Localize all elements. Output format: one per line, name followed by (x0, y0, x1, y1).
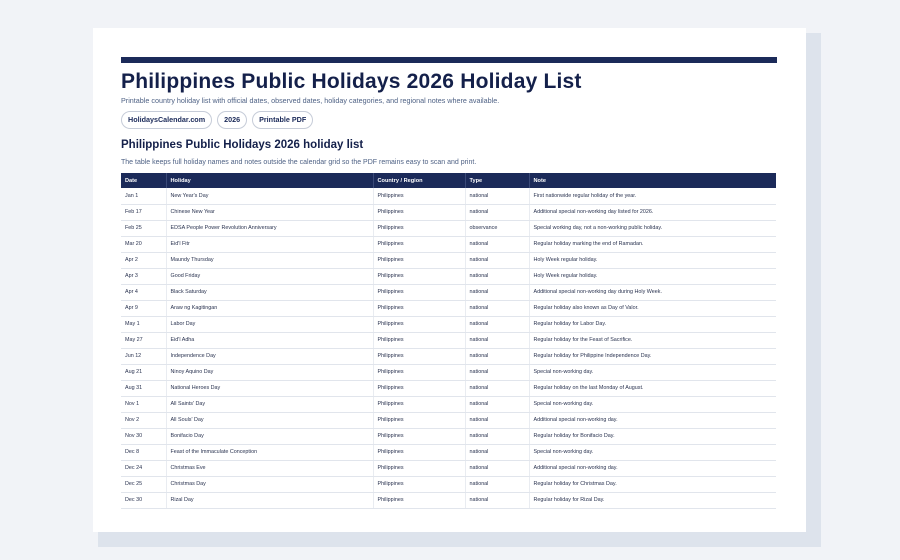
page-subtitle: Printable country holiday list with official dates, observed dates, holiday categories, and regional notes where available. (121, 96, 500, 105)
table-row (121, 316, 776, 332)
holiday-table (121, 173, 776, 509)
cell-country: Philippines (373, 236, 465, 252)
table-row (121, 396, 776, 412)
cell-date: Feb 17 (121, 204, 166, 220)
table-row (121, 268, 776, 284)
header-holiday: Holiday (166, 173, 373, 188)
table-row (121, 476, 776, 492)
cell-date: Nov 30 (121, 428, 166, 444)
cell-date: Aug 31 (121, 380, 166, 396)
cell-holiday: All Souls' Day (166, 412, 373, 428)
table-row (121, 412, 776, 428)
header-country: Country / Region (373, 173, 465, 188)
cell-country: Philippines (373, 428, 465, 444)
table-row (121, 188, 776, 204)
cell-note: Regular holiday on the last Monday of August. (529, 380, 776, 396)
cell-holiday: Bonifacio Day (166, 428, 373, 444)
cell-country: Philippines (373, 220, 465, 236)
document-page (93, 28, 806, 532)
cell-country: Philippines (373, 332, 465, 348)
cell-type: national (465, 428, 529, 444)
cell-holiday: All Saints' Day (166, 396, 373, 412)
cell-note: Regular holiday for Christmas Day. (529, 476, 776, 492)
table-body (121, 188, 776, 508)
cell-note: Regular holiday for Bonifacio Day. (529, 428, 776, 444)
cell-date: May 1 (121, 316, 166, 332)
cell-country: Philippines (373, 204, 465, 220)
table-row (121, 492, 776, 508)
cell-type: national (465, 300, 529, 316)
cell-note: Regular holiday for Philippine Independence Day. (529, 348, 776, 364)
cell-holiday: EDSA People Power Revolution Anniversary (166, 220, 373, 236)
header-date: Date (121, 173, 166, 188)
table-row (121, 332, 776, 348)
cell-country: Philippines (373, 300, 465, 316)
cell-type: national (465, 204, 529, 220)
cell-holiday: Rizal Day (166, 492, 373, 508)
header-type: Type (465, 173, 529, 188)
section-title: Philippines Public Holidays 2026 holiday list (121, 139, 364, 151)
cell-type: national (465, 236, 529, 252)
cell-note: Special working day, not a non-working public holiday. (529, 220, 776, 236)
cell-holiday: Labor Day (166, 316, 373, 332)
cell-type: national (465, 348, 529, 364)
cell-type: national (465, 476, 529, 492)
cell-holiday: National Heroes Day (166, 380, 373, 396)
cell-date: Dec 25 (121, 476, 166, 492)
cell-holiday: Araw ng Kagitingan (166, 300, 373, 316)
cell-date: Mar 20 (121, 236, 166, 252)
cell-country: Philippines (373, 380, 465, 396)
cell-type: national (465, 444, 529, 460)
tag-chips (121, 111, 777, 129)
table-row (121, 284, 776, 300)
cell-holiday: Feast of the Immaculate Conception (166, 444, 373, 460)
cell-note: Holy Week regular holiday. (529, 268, 776, 284)
cell-date: Apr 9 (121, 300, 166, 316)
cell-type: national (465, 268, 529, 284)
cell-country: Philippines (373, 284, 465, 300)
table-row (121, 300, 776, 316)
table-row (121, 444, 776, 460)
cell-note: Additional special non-working day. (529, 460, 776, 476)
table-row (121, 252, 776, 268)
table-header-row (121, 173, 776, 188)
header-note: Note (533, 177, 546, 184)
cell-note: Special non-working day. (529, 364, 776, 380)
cell-type: national (465, 364, 529, 380)
cell-date: Jun 12 (121, 348, 166, 364)
cell-date: Aug 21 (121, 364, 166, 380)
cell-holiday: Independence Day (166, 348, 373, 364)
cell-date: Apr 2 (121, 252, 166, 268)
cell-country: Philippines (373, 460, 465, 476)
cell-date: Dec 8 (121, 444, 166, 460)
page-title: Philippines Public Holidays 2026 Holiday List (121, 70, 582, 93)
cell-date: Nov 2 (121, 412, 166, 428)
cell-country: Philippines (373, 364, 465, 380)
cell-date: Jan 1 (121, 188, 166, 204)
cell-country: Philippines (373, 492, 465, 508)
cell-holiday: Good Friday (166, 268, 373, 284)
cell-note: Holy Week regular holiday. (529, 252, 776, 268)
cell-country: Philippines (373, 412, 465, 428)
cell-date: Nov 1 (121, 396, 166, 412)
cell-holiday: New Year's Day (166, 188, 373, 204)
cell-country: Philippines (373, 444, 465, 460)
chip-year: 2026 (217, 111, 247, 129)
cell-type: national (465, 492, 529, 508)
cell-type: observance (465, 220, 529, 236)
table-row (121, 348, 776, 364)
cell-note: Additional special non-working day listed for 2026. (529, 204, 776, 220)
cell-date: Apr 3 (121, 268, 166, 284)
cell-note: Regular holiday for Labor Day. (529, 316, 776, 332)
table-row (121, 380, 776, 396)
cell-holiday: Christmas Day (166, 476, 373, 492)
cell-note: Special non-working day. (529, 444, 776, 460)
cell-country: Philippines (373, 252, 465, 268)
cell-holiday: Eid'l Fitr (166, 236, 373, 252)
chip-format: Printable PDF (252, 111, 313, 129)
cell-type: national (465, 396, 529, 412)
cell-date: Feb 25 (121, 220, 166, 236)
cell-holiday: Chinese New Year (166, 204, 373, 220)
cell-date: Apr 4 (121, 284, 166, 300)
cell-date: Dec 24 (121, 460, 166, 476)
cell-holiday: Christmas Eve (166, 460, 373, 476)
table-row (121, 428, 776, 444)
cell-holiday: Eid'l Adha (166, 332, 373, 348)
cell-type: national (465, 284, 529, 300)
table-row (121, 204, 776, 220)
cell-note: Special non-working day. (529, 396, 776, 412)
cell-type: national (465, 332, 529, 348)
cell-type: national (465, 316, 529, 332)
cell-note: Additional special non-working day. (529, 412, 776, 428)
table-row (121, 236, 776, 252)
header-accent-bar (121, 57, 777, 63)
cell-country: Philippines (373, 188, 465, 204)
cell-country: Philippines (373, 316, 465, 332)
section-description: The table keeps full holiday names and notes outside the calendar grid so the PDF remains easy to scan and print. (121, 159, 477, 166)
cell-date: May 27 (121, 332, 166, 348)
cell-country: Philippines (373, 476, 465, 492)
cell-type: national (465, 380, 529, 396)
cell-country: Philippines (373, 396, 465, 412)
cell-note: First nationwide regular holiday of the year. (529, 188, 776, 204)
cell-type: national (465, 188, 529, 204)
cell-holiday: Ninoy Aquino Day (166, 364, 373, 380)
table-row (121, 220, 776, 236)
cell-holiday: Black Saturday (166, 284, 373, 300)
cell-type: national (465, 252, 529, 268)
table-row (121, 364, 776, 380)
cell-type: national (465, 412, 529, 428)
cell-type: national (465, 460, 529, 476)
cell-country: Philippines (373, 268, 465, 284)
cell-note: Regular holiday for the Feast of Sacrifice. (529, 332, 776, 348)
cell-country: Philippines (373, 348, 465, 364)
cell-holiday: Maundy Thursday (166, 252, 373, 268)
cell-date: Dec 30 (121, 492, 166, 508)
cell-note: Additional special non-working day during Holy Week. (529, 284, 776, 300)
cell-note: Regular holiday also known as Day of Valor. (529, 300, 776, 316)
table-row (121, 460, 776, 476)
cell-note: Regular holiday marking the end of Ramadan. (529, 236, 776, 252)
chip-source: HolidaysCalendar.com (121, 111, 212, 129)
cell-note: Regular holiday for Rizal Day. (529, 492, 776, 508)
